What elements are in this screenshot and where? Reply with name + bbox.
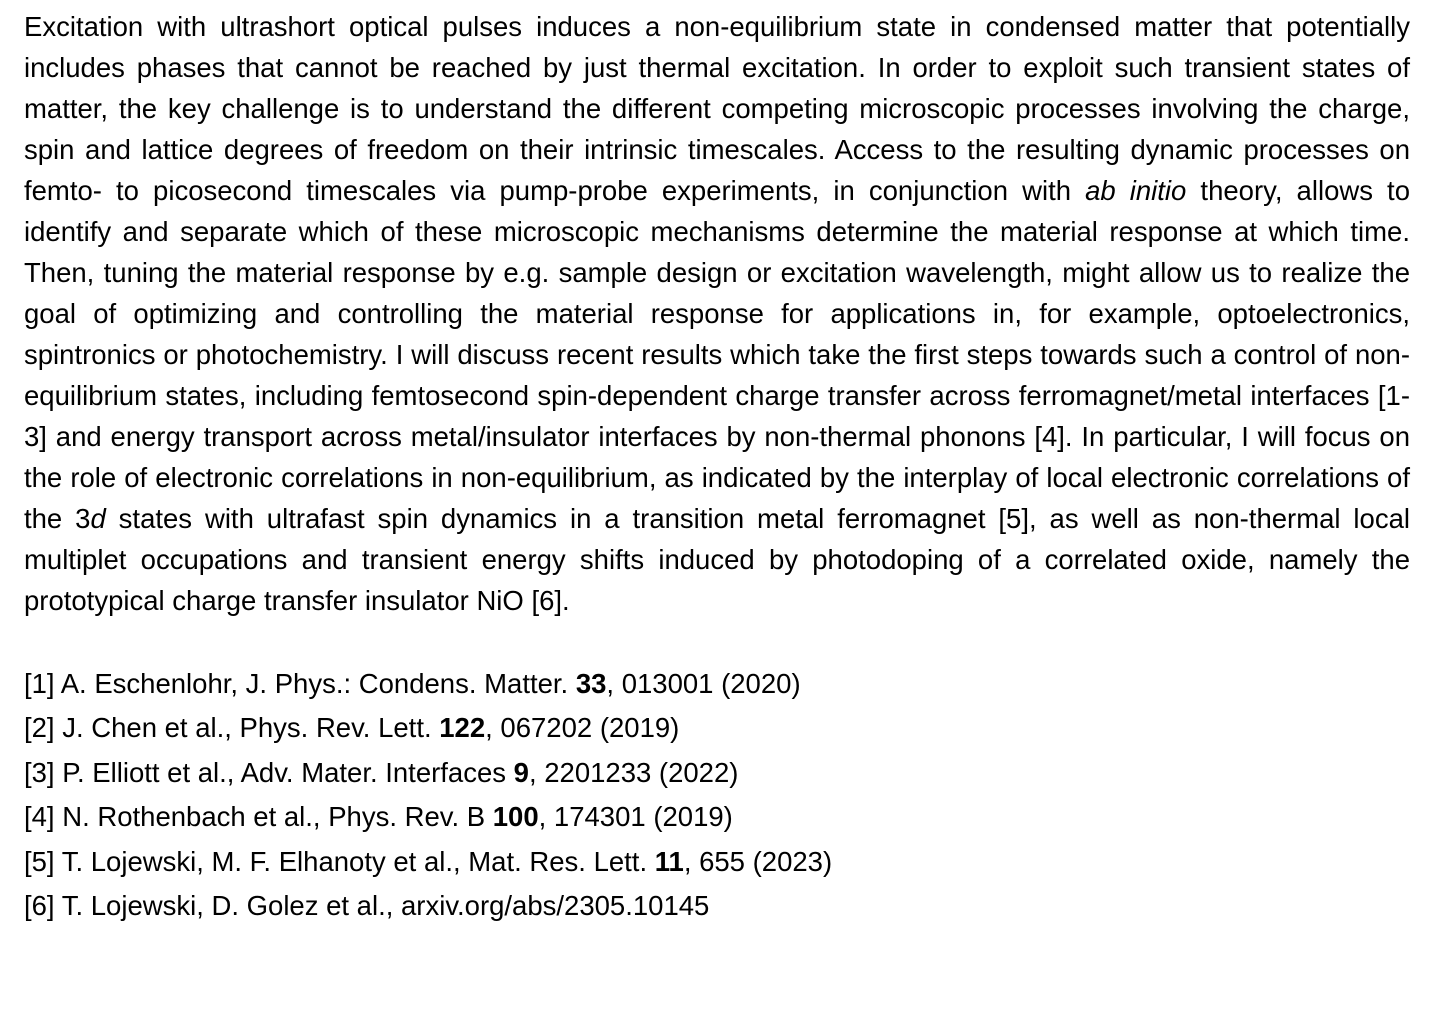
reference-volume: 100 bbox=[492, 801, 539, 833]
reference-item bbox=[24, 884, 1410, 928]
reference-details: , 067202 (2019) bbox=[485, 712, 680, 744]
abstract-text-part-3: states with ultrafast spin dynamics in a transition metal ferromagnet [5], as well as non-thermal local multiplet occupations and transient energy shifts induced by photodoping of a correlated oxide, namely the prototypical charge transfer insulator NiO [6]. bbox=[24, 503, 1410, 616]
reference-volume: 9 bbox=[513, 756, 529, 788]
reference-details: , 013001 (2020) bbox=[606, 668, 801, 699]
abstract-italic-d: d bbox=[90, 503, 106, 534]
abstract-italic-ab-initio: ab initio bbox=[1085, 175, 1187, 206]
reference-item bbox=[24, 662, 1410, 706]
reference-item bbox=[24, 795, 1410, 839]
abstract-text-part-1: Excitation with ultrashort optical pulses induces a non-equilibrium state in condensed matter that potentially includes phases that cannot be reached by just thermal excitation. In order to exploit such transient states of matter, the key challenge is to understand the different competing microscopic processes involving the charge, spin and lattice degrees of freedom on their intrinsic timescales. Access to the resulting dynamic processes on femto- to picosecond timescales via pump-probe experiments, in conjunction with bbox=[24, 11, 1410, 206]
reference-volume: 122 bbox=[439, 712, 486, 744]
reference-citation: [5] T. Lojewski, M. F. Elhanoty et al., Mat. Res. Lett. bbox=[24, 845, 655, 877]
abstract-text-part-2: theory, allows to identify and separate which of these microscopic mechanisms determine the material response at which time. Then, tuning the material response by e.g. sample design or excitation wavelength, might allow us to realize the goal of optimizing and controlling the material response for applications in, for example, optoelectronics, spintronics or photochemistry. I will discuss recent results which take the first steps towards such a control of non-equilibrium states, including femtosecond spin-dependent charge transfer across ferromagnet/metal interfaces [1-3] and energy transport across metal/insulator interfaces by non-thermal phonons [4]. In particular, I will focus on the role of electronic correlations in non-equilibrium, as indicated by the interplay of local electronic correlations of the 3 bbox=[24, 175, 1410, 534]
reference-citation: [3] P. Elliott et al., Adv. Mater. Interfaces bbox=[24, 756, 514, 788]
reference-item bbox=[24, 706, 1410, 750]
reference-volume: 11 bbox=[654, 845, 684, 877]
reference-volume: 33 bbox=[575, 668, 607, 699]
reference-details: , 2201233 (2022) bbox=[528, 756, 739, 788]
abstract-paragraph bbox=[24, 6, 1410, 621]
reference-details: , 174301 (2019) bbox=[538, 801, 733, 833]
reference-citation: [4] N. Rothenbach et al., Phys. Rev. B bbox=[24, 801, 493, 833]
reference-details: , 655 (2023) bbox=[683, 845, 833, 877]
reference-citation: [2] J. Chen et al., Phys. Rev. Lett. bbox=[24, 712, 440, 744]
document-page bbox=[24, 6, 1410, 928]
reference-citation: [6] T. Lojewski, D. Golez et al., arxiv.org/abs/2305.10145 bbox=[24, 890, 710, 922]
reference-list bbox=[24, 662, 1410, 928]
reference-item bbox=[24, 840, 1410, 884]
reference-citation: [1] A. Eschenlohr, J. Phys.: Condens. Matter. bbox=[24, 668, 576, 699]
reference-item bbox=[24, 751, 1410, 795]
